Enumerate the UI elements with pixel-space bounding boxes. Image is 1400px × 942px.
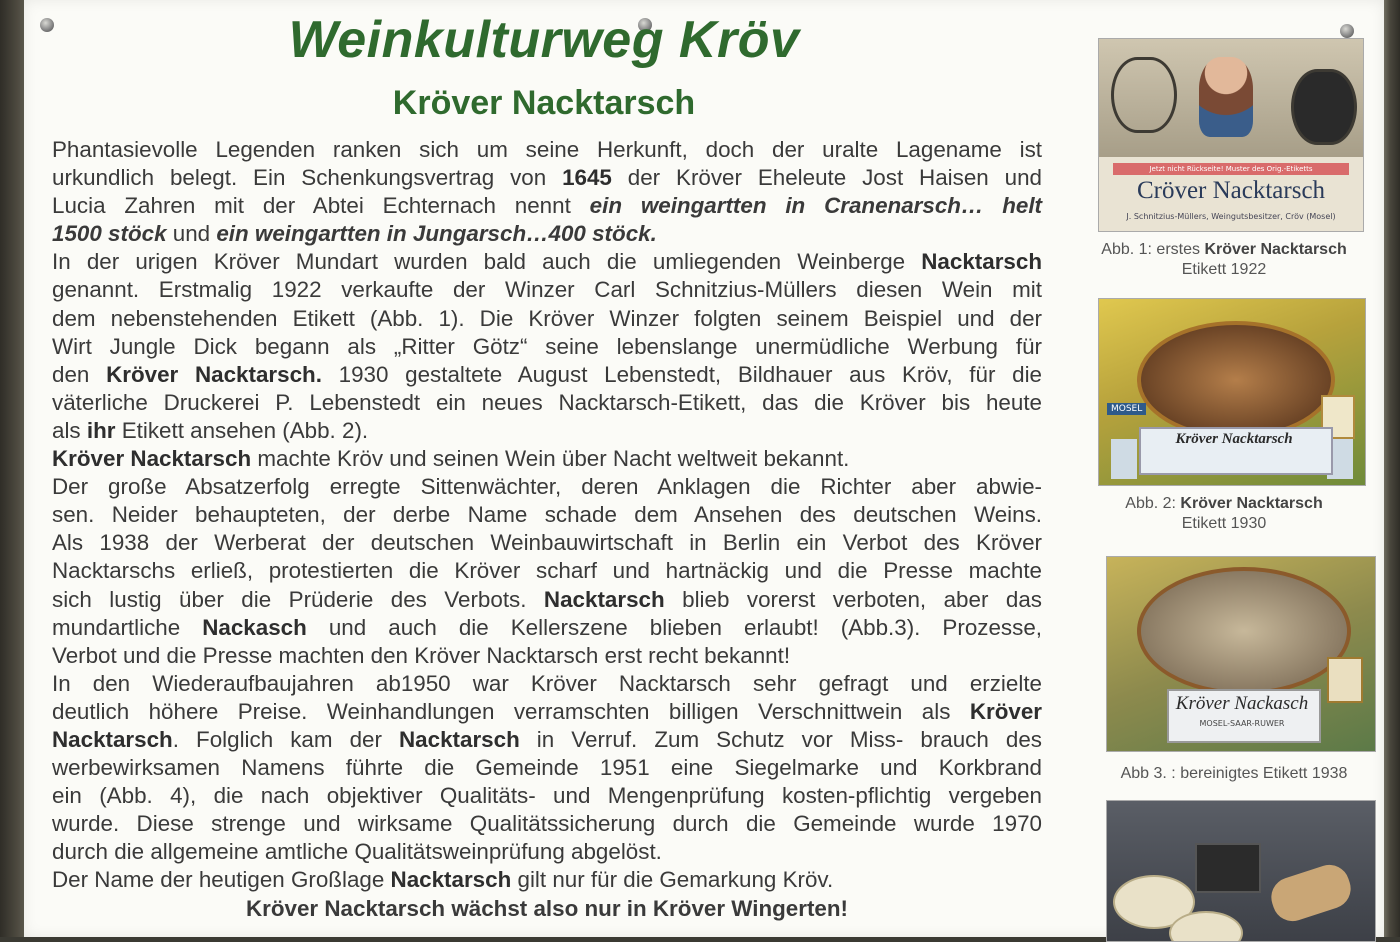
figure-1	[1074, 38, 1374, 280]
text-segment: Nacktarsch	[399, 726, 520, 752]
label-region: MOSEL-SAAR-RUWER	[1199, 719, 1285, 728]
text-line	[52, 557, 1042, 585]
text-segment: Kröver Nacktarsch.	[106, 361, 322, 387]
cellar-oval	[1137, 321, 1335, 439]
text-line	[52, 529, 1042, 557]
text-line	[52, 164, 1042, 192]
text-segment: Der Name der heutigen Großlage	[52, 867, 391, 893]
label-banner: Jetzt nicht Rückseite! Muster des Orig.-Etiketts	[1149, 165, 1313, 173]
text-line	[52, 136, 1042, 164]
text-line	[52, 220, 1042, 248]
cellar-oval	[1137, 567, 1351, 695]
text-segment: und auch die Kellerszene blieben erlaubt! (Abb.3). Prozesse,	[306, 614, 1042, 640]
text-segment: Nacktarsch	[921, 249, 1042, 275]
text-segment: ein weingartten in Jungarsch…400 stöck.	[216, 221, 657, 247]
body-text	[52, 136, 1042, 923]
text-segment: sen. Neider behaupteten, der derbe Name schade dem Ansehen des deutschen Weins.	[52, 502, 1042, 528]
label-image-1922	[1098, 38, 1364, 232]
text-segment: Der große Absatzerfolg erregte Sittenwächter, deren Anklagen die Richter aber abwie-	[52, 474, 1042, 500]
text-line	[52, 866, 1042, 894]
text-line	[52, 698, 1042, 726]
page-title: Weinkulturweg Kröv	[288, 11, 800, 69]
text-line	[52, 642, 1042, 670]
text-segment: . Folglich kam der	[172, 726, 400, 752]
label-name: Kröver Nacktarsch	[1175, 431, 1293, 447]
label-name: Kröver Nackasch	[1175, 693, 1309, 714]
text-line	[52, 445, 1042, 473]
text-segment: Etikett ansehen (Abb. 2).	[115, 417, 369, 443]
text-line	[52, 726, 1042, 754]
text-line	[52, 361, 1042, 389]
text-segment: Lucia Zahren mit der Abtei Echternach nennt	[52, 193, 590, 219]
text-segment: durch die allgemeine amtliche Qualitätsweinprüfung abgelöst.	[52, 839, 662, 865]
text-line	[52, 586, 1042, 614]
caption-2: Abb. 2: Kröver Nacktarsch Etikett 1930	[1125, 495, 1323, 532]
text-segment: Verbot und die Presse machten den Kröver Nacktarsch erst recht bekannt!	[52, 642, 791, 668]
closing-line: Kröver Nacktarsch wächst also nur in Kröver Wingerten!	[245, 895, 849, 921]
text-segment: ihr	[86, 417, 116, 443]
text-segment: 1500 stöck	[52, 221, 167, 247]
text-segment: 1645	[562, 165, 612, 191]
text-segment: In der urigen Kröver Mundart wurden bald auch die umliegenden Weinberge	[52, 249, 922, 275]
text-segment: Wirt Jungle Dick begann als „Ritter Götz“ seine lebenslange unermüdliche Werbung für	[52, 333, 1042, 359]
text-segment: deutlich höhere Preise. Weinhandlungen verramschten billigen Verschnittwein als	[52, 698, 970, 724]
text-segment: In den Wiederaufbaujahren ab1950 war Kröver Nacktarsch sehr gefragt und erzielte	[52, 670, 1042, 696]
text-segment: sich lustig über die Prüderie des Verbots.	[52, 586, 544, 612]
text-line	[52, 248, 1042, 276]
text-segment: urkundlich belegt. Ein Schenkungsvertrag von	[52, 165, 563, 191]
text-segment: Kröver Nacktarsch	[52, 446, 252, 472]
text-segment: und	[166, 221, 217, 247]
text-segment: wurde. Diese strenge und wirksame Qualitätssicherung durch die Gemeinde wurde 1970	[52, 811, 1042, 837]
cork-icon	[1266, 860, 1356, 927]
figure-4	[1074, 800, 1374, 942]
page-subtitle: Kröver Nacktarsch	[392, 84, 696, 122]
mosel-tag: MOSEL	[1107, 403, 1146, 415]
stamp-block	[1195, 843, 1261, 893]
screw-top-left	[40, 18, 54, 32]
text-segment: mundartliche	[52, 614, 203, 640]
text-segment: Phantasievolle Legenden ranken sich um seine Herkunft, doch der uralte Lagename ist	[52, 137, 1042, 162]
stone-wall-left	[0, 0, 26, 937]
text-segment: der Kröver Eheleute Jost Haisen und	[611, 165, 1042, 191]
text-segment: den	[52, 361, 107, 387]
text-segment: ein (Abb. 4), die nach objektiver Qualitäts- und Mengenprüfung kosten-pflichtig vergeben	[52, 783, 1042, 809]
text-segment: gilt nur für die Gemarkung Kröv.	[511, 867, 834, 893]
text-line	[52, 305, 1042, 333]
label-image-1930	[1098, 298, 1366, 486]
caption-1: Abb. 1: erstes Kröver Nacktarsch Etikett 1922	[1101, 241, 1347, 278]
text-line	[52, 389, 1042, 417]
text-segment: Nackasch	[202, 614, 307, 640]
text-segment: genannt. Erstmalig 1922 verkaufte der Winzer Carl Schnitzius-Müllers diesen Wein mit	[52, 277, 1042, 303]
text-segment: werbewirksamen Namens führte die Gemeinde 1951 eine Siegelmarke und Korkbrand	[52, 755, 1042, 781]
text-line	[52, 276, 1042, 304]
figure-3	[1074, 556, 1374, 784]
text-line	[52, 614, 1042, 642]
text-segment: blieb vorerst verboten, aber das	[664, 586, 1042, 612]
screw-top-right	[1340, 24, 1354, 38]
text-segment: machte Kröv und seinen Wein über Nacht weltweit bekannt.	[251, 446, 850, 472]
text-line	[52, 417, 1042, 445]
text-line	[52, 501, 1042, 529]
text-segment: Als 1938 der Werberat der deutschen Weinbauwirtschaft in Berlin ein Verbot des Kröver	[52, 530, 1042, 556]
information-board	[24, 0, 1384, 937]
text-segment: Kröver	[969, 698, 1042, 724]
text-segment: 1930 gestaltete August Lebenstedt, Bildhauer aus Kröv, für die	[321, 361, 1042, 387]
text-line	[52, 473, 1042, 501]
text-segment: ein weingartten in Cranenarsch… helt	[589, 193, 1043, 219]
text-segment: Nacktarsch	[390, 867, 512, 893]
figure-2	[1074, 298, 1374, 534]
seal-and-cork-photo	[1106, 800, 1376, 942]
caption-3: Abb 3. : bereinigtes Etikett 1938	[1120, 765, 1348, 782]
text-segment: väterliche Druckerei P. Lebenstedt ein neues Nacktarsch-Etikett, das die Kröver bis heute	[52, 389, 1042, 415]
label-name: Cröver Nacktarsch	[1136, 177, 1326, 204]
text-segment: Nacktarsch	[543, 586, 665, 612]
text-line	[52, 670, 1042, 698]
text-line	[52, 810, 1042, 838]
label-image-1938	[1106, 556, 1376, 752]
text-line	[52, 782, 1042, 810]
label-small-text: J. Schnitzius-Müllers, Weingutsbesitzer, Cröv (Mosel)	[1126, 212, 1336, 221]
text-segment: als	[52, 417, 87, 443]
text-segment: dem nebenstehenden Etikett (Abb. 1). Die Kröver Winzer folgten seinem Beispiel und der	[52, 305, 1042, 331]
text-segment: Nacktarschs erließ, protestierten die Kröver scharf und hartnäckig und die Presse machte	[52, 558, 1042, 584]
text-segment: in Verruf. Zum Schutz vor Miss- brauch des	[519, 726, 1042, 752]
text-line	[52, 754, 1042, 782]
text-segment: Nacktarsch	[52, 726, 173, 752]
text-line	[52, 838, 1042, 866]
text-line	[52, 333, 1042, 361]
cellar-scene	[1099, 39, 1363, 157]
text-line	[52, 192, 1042, 220]
coat-of-arms-icon	[1327, 657, 1363, 703]
